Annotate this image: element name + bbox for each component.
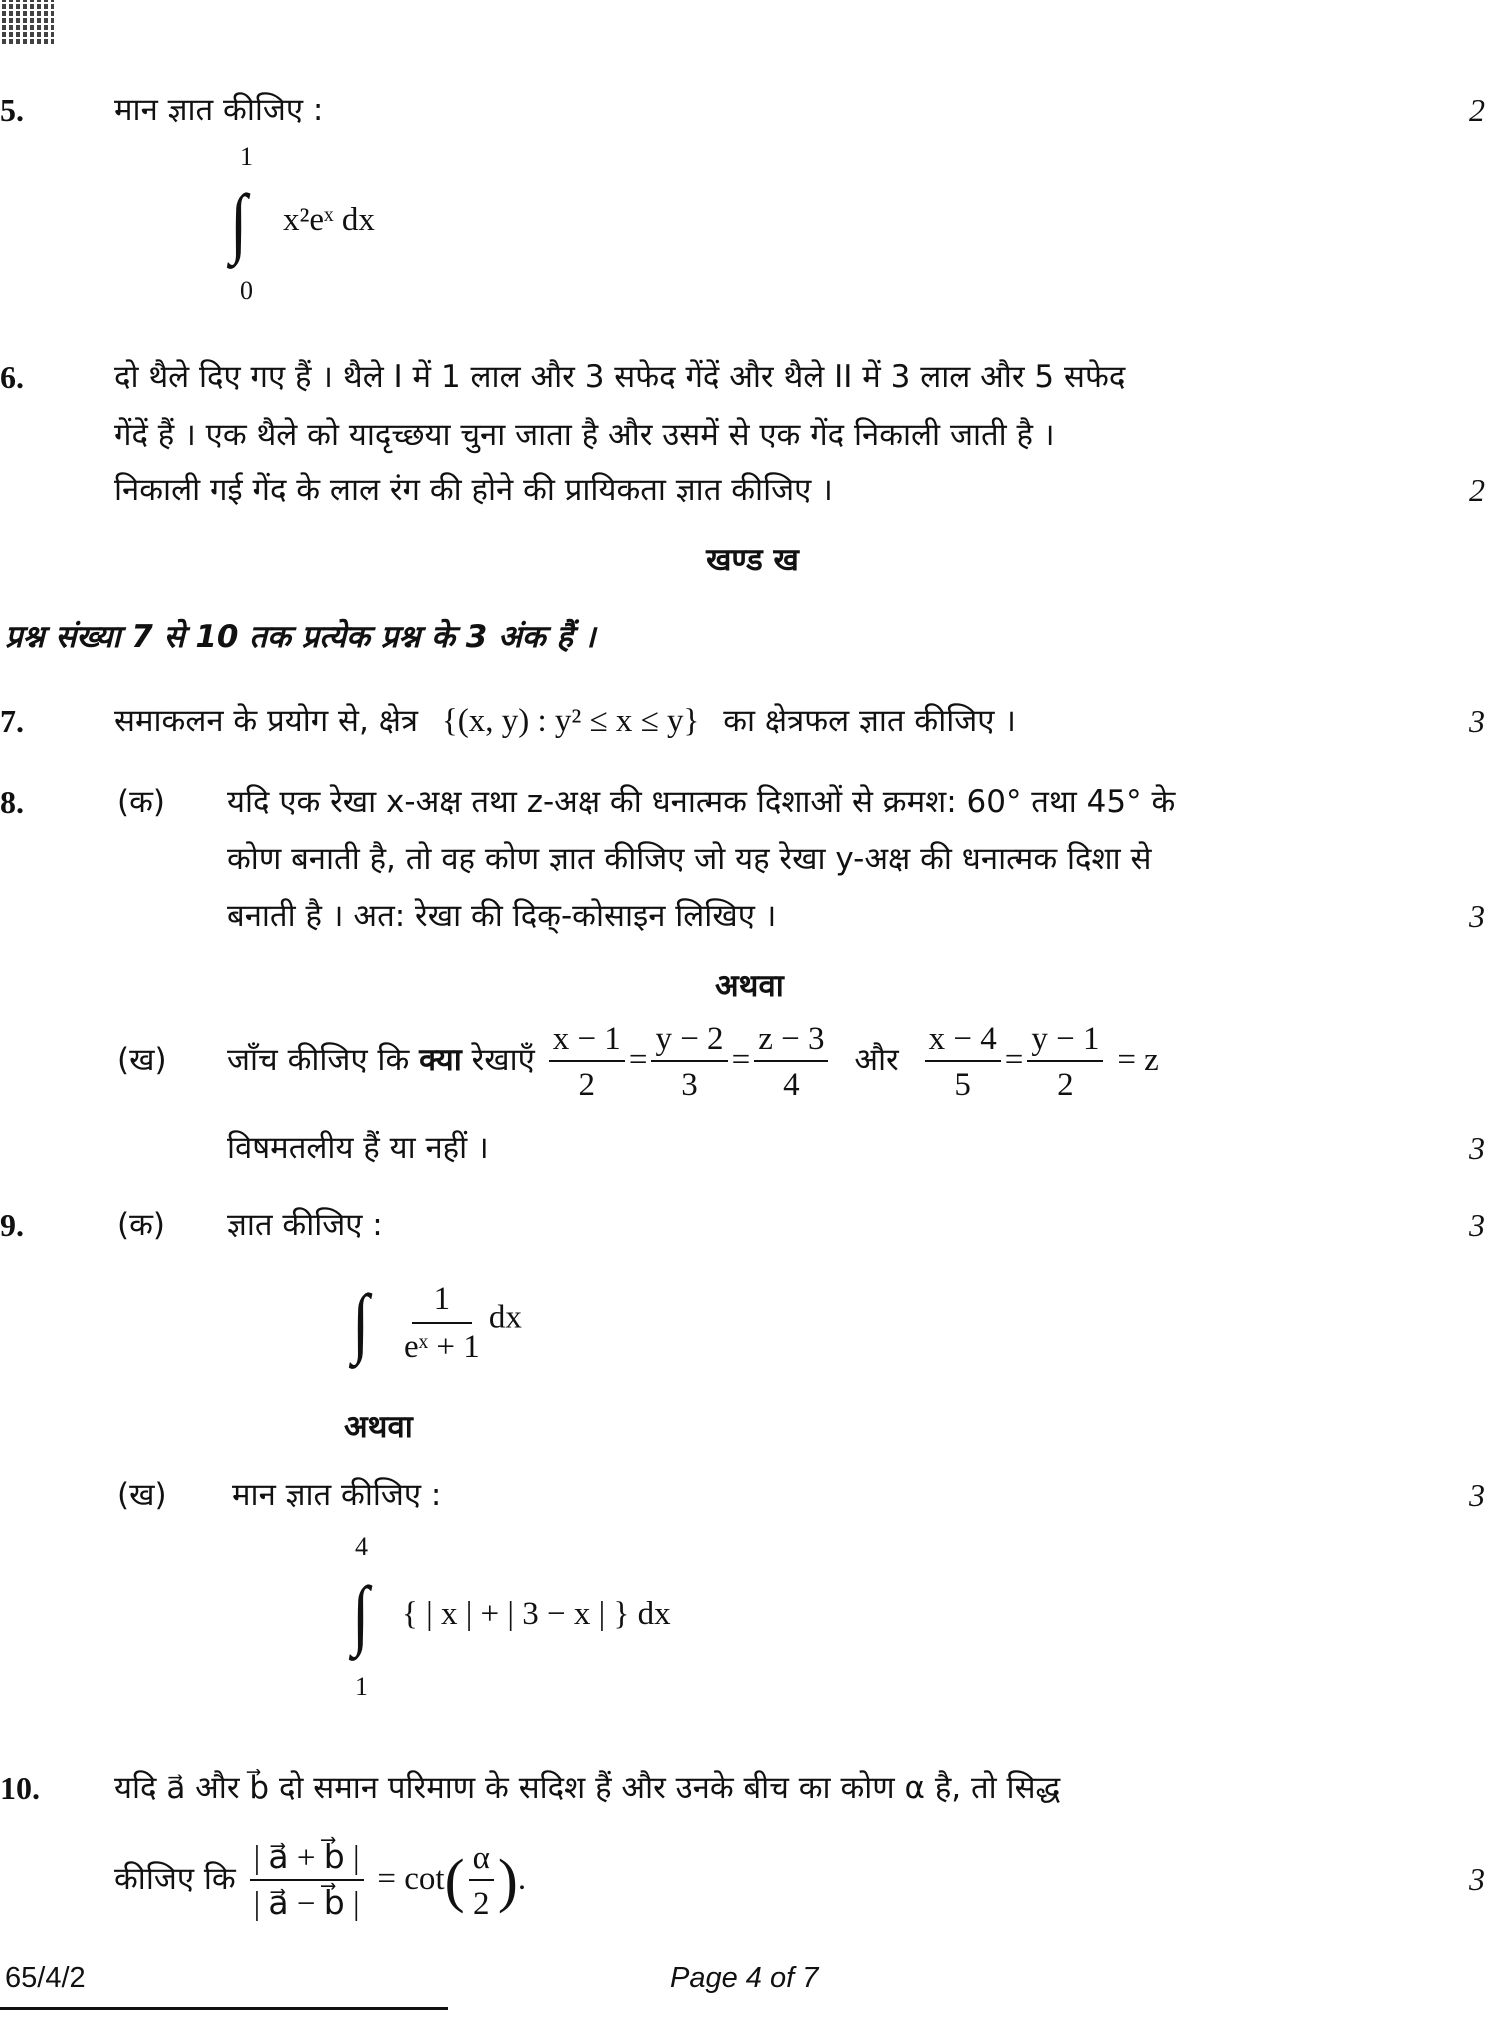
q8b-label: (ख) bbox=[117, 1042, 167, 1078]
q7-number: 7. bbox=[0, 703, 24, 739]
q9b-label: (ख) bbox=[117, 1477, 167, 1513]
q9a-label: (क) bbox=[117, 1207, 165, 1243]
q5-marks: 2 bbox=[1469, 92, 1485, 128]
q8b-text: जाँच कीजिए कि क्या रेखाएँ $\frac{x - 1}{2}$ = $\frac{y - 2}{3}$ = $\frac{z - 3}{4}$ और $\frac{x - 4}{5}$ = $\frac{y - 1}{2}$ = z bbox=[227, 1020, 1159, 1103]
fraction: $\frac{z - 3}{4}$ bbox=[754, 1020, 828, 1104]
q5-number: 5. bbox=[0, 92, 24, 128]
q6-line: गेंदें हैं । एक थैले को यादृच्छया चुना जाता है और उसमें से एक गेंद निकाली जाती है । bbox=[114, 417, 1055, 453]
q9b-upper-limit: 4 bbox=[355, 1532, 368, 1561]
q5-lower-limit: 0 bbox=[240, 276, 253, 305]
q10-line1: यदि a⃗ और b⃗ दो समान परिमाण के सदिश हैं और उनके बीच का कोण α है, तो सिद्ध bbox=[114, 1770, 1061, 1806]
fraction: $\frac{x - 4}{5}$ bbox=[925, 1020, 1001, 1104]
or-divider: अथवा bbox=[715, 968, 784, 1004]
integral-sign-icon: ∫ bbox=[352, 1278, 370, 1365]
q8b-bold: क्या bbox=[419, 1042, 462, 1078]
q9a-dx: dx bbox=[488, 1299, 522, 1336]
fraction: $\frac{| a⃗ + b⃗ |}{| a⃗ - b⃗ |}$ bbox=[250, 1839, 364, 1923]
q8b-line2: विषमतलीय हैं या नहीं । bbox=[227, 1130, 489, 1166]
q10-marks: 3 bbox=[1469, 1861, 1485, 1897]
q8b-tail: = z bbox=[1117, 1042, 1159, 1078]
fraction: $\frac{1}{\text{eˣ + 1}}$ bbox=[404, 1281, 480, 1365]
integral-sign-icon: ∫ bbox=[230, 178, 248, 265]
fraction: $\frac{x - 1}{2}$ bbox=[549, 1020, 625, 1104]
q9-number: 9. bbox=[0, 1207, 24, 1243]
section-instruction: प्रश्न संख्या 7 से 10 तक प्रत्येक प्रश्न के 3 अंक हैं । bbox=[5, 619, 596, 655]
fraction: $\frac{\alpha}{2}$ bbox=[469, 1839, 494, 1923]
q9b-marks: 3 bbox=[1469, 1477, 1485, 1513]
q7-marks: 3 bbox=[1469, 703, 1485, 739]
q9b-lower-limit: 1 bbox=[355, 1672, 368, 1701]
q8b-word: रेखाएँ bbox=[471, 1042, 535, 1078]
q5-text: मान ज्ञात कीजिए : bbox=[114, 92, 324, 128]
q9a-expression bbox=[400, 1280, 522, 1366]
q8b-and: और bbox=[854, 1042, 899, 1078]
q6-line: दो थैले दिए गए हैं । थैले I में 1 लाल और 3 सफेद गेंदें और थैले II में 3 लाल और 5 सफेद bbox=[114, 359, 1126, 395]
q9a-marks: 3 bbox=[1469, 1207, 1485, 1243]
qr-code-icon bbox=[2, 0, 54, 44]
q9b-text: मान ज्ञात कीजिए : bbox=[232, 1477, 442, 1513]
q9a-text: ज्ञात कीजिए : bbox=[227, 1207, 383, 1243]
integral-sign-icon: ∫ bbox=[352, 1570, 370, 1657]
q6-line: निकाली गई गेंद के लाल रंग की होने की प्रायिकता ज्ञात कीजिए । bbox=[114, 472, 833, 508]
q8b-prefix: जाँच कीजिए कि bbox=[227, 1042, 410, 1078]
q8a-line: यदि एक रेखा x-अक्ष तथा z-अक्ष की धनात्मक दिशाओं से क्रमश: 60° तथा 45° के bbox=[227, 784, 1176, 820]
q7-suffix: का क्षेत्रफल ज्ञात कीजिए । bbox=[723, 703, 1017, 739]
q10-number: 10. bbox=[0, 1770, 40, 1806]
q8a-line: कोण बनाती है, तो वह कोण ज्ञात कीजिए जो यह रेखा y-अक्ष की धनात्मक दिशा से bbox=[227, 841, 1152, 877]
q9b-integrand: { | x | + | 3 − x | } dx bbox=[402, 1596, 671, 1632]
q8a-label: (क) bbox=[117, 784, 165, 820]
q8a-marks: 3 bbox=[1469, 898, 1485, 934]
q5-upper-limit: 1 bbox=[240, 142, 253, 171]
q6-marks: 2 bbox=[1469, 472, 1485, 508]
q8-number: 8. bbox=[0, 784, 24, 820]
q7-text bbox=[114, 701, 1016, 741]
page-number: Page 4 of 7 bbox=[670, 1962, 819, 1994]
q8b-marks: 3 bbox=[1469, 1130, 1485, 1166]
section-title: खण्ड ख bbox=[706, 542, 799, 578]
q10-eq: = cot bbox=[377, 1861, 445, 1897]
fraction: $\frac{y - 2}{3}$ bbox=[651, 1020, 727, 1104]
q6-number: 6. bbox=[0, 359, 24, 395]
q8a-line: बनाती है । अत: रेखा की दिक्-कोसाइन लिखिए । bbox=[227, 898, 777, 934]
or-divider: अथवा bbox=[344, 1409, 413, 1445]
paper-code: 65/4/2 bbox=[5, 1962, 86, 1994]
q10-line2: कीजिए कि $\frac{| a⃗ + b⃗ |}{| a⃗ - b⃗ |}$ = cot( $\frac{\alpha}{2}$ ). bbox=[114, 1839, 527, 1922]
q7-set: {(x, y) : y² ≤ x ≤ y} bbox=[441, 703, 700, 739]
footer-rule bbox=[0, 2007, 448, 2010]
q7-prefix: समाकलन के प्रयोग से, क्षेत्र bbox=[114, 703, 419, 739]
q5-integrand: x²eˣ dx bbox=[283, 202, 375, 238]
fraction: $\frac{y - 1}{2}$ bbox=[1027, 1020, 1103, 1104]
q10-prefix: कीजिए कि bbox=[114, 1861, 236, 1897]
